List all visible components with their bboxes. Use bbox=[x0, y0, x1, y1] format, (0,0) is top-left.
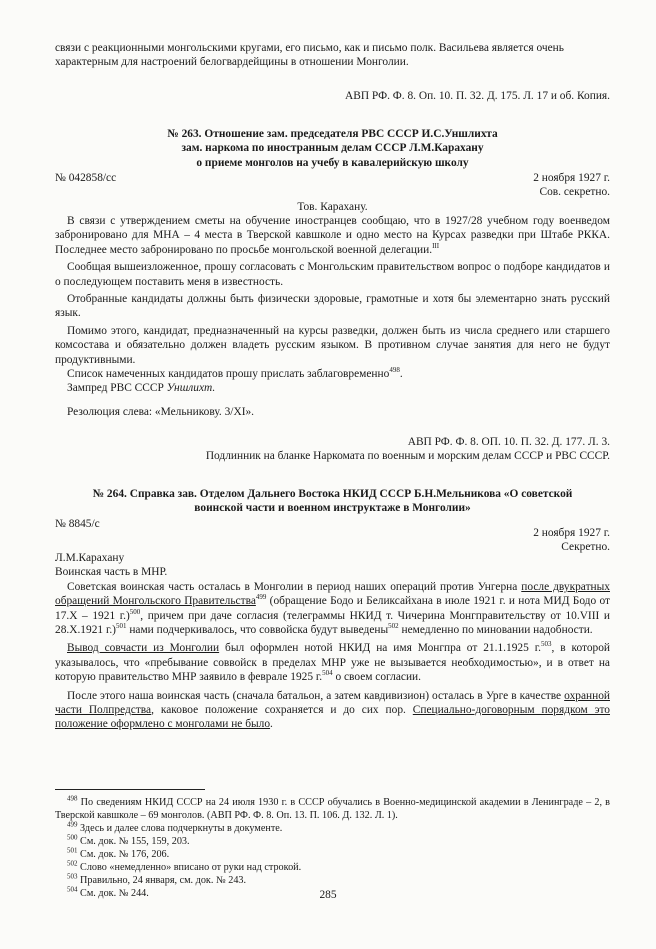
footnote-ref: III bbox=[432, 242, 440, 251]
underlined-text: после двукратных обращений Монгольского Правительства bbox=[55, 580, 610, 608]
footnote-499: $^{499}$ Здесь и далее слова подчеркнуты в документе. bbox=[67, 820, 283, 834]
footnotes bbox=[55, 796, 610, 900]
doc263-paragraph-3: Отобранные кандидаты должны быть физически здоровые, грамотные и хотя бы элементарно знать русский язык. bbox=[55, 293, 610, 320]
doc263-number: № 042858/сс bbox=[55, 172, 117, 184]
page-number: 285 bbox=[319, 889, 337, 901]
footnote-ref: 501 bbox=[115, 622, 127, 631]
footnote-501: $^{501}$ См. док. № 176, 206. bbox=[67, 846, 170, 860]
doc264-secrecy: Секретно. bbox=[561, 541, 610, 553]
doc263-body bbox=[55, 214, 610, 396]
footnote-ref: 503 bbox=[540, 640, 552, 649]
footnote-502: $^{502}$ Слово «немедленно» вписано от руки над строкой. bbox=[67, 859, 302, 873]
doc263-source bbox=[55, 435, 610, 464]
footnote-ref: 504 bbox=[322, 669, 333, 678]
doc263-paragraph-4: Помимо этого, кандидат, предназначенный на курсы разведки, должен быть из числа среднего или старшего комсостава и обязательно должен владеть русским языком. В противном случае занятия для него не будут продуктивными. bbox=[55, 324, 610, 366]
doc263-date: 2 ноября 1927 г. bbox=[533, 172, 610, 184]
doc264-paragraph-3: После этого наша воинская часть (сначала батальон, а затем кавдивизион) осталась в Урге в качестве охранной части Полпредства, каковое положение сохраняется и до сих пор. Специально-договорным порядком это положение оформлено с монголами не было. bbox=[55, 689, 610, 731]
intro-source: АВП РФ. Ф. 8. Оп. 10. П. 32. Д. 175. Л. 17 и об. Копия. bbox=[345, 90, 610, 102]
doc263-paragraph-2: Сообщая вышеизложенное, прошу согласовать с Монгольским правительством вопрос о подборе кандидатов и о последующем поставить меня в известность. bbox=[55, 261, 610, 288]
doc263-paragraph-5: Список намеченных кандидатов прошу прислать заблаговременно$^{498}$. bbox=[67, 366, 403, 381]
footnote-503: $^{503}$ Правильно, 24 января, см. док. № 243. bbox=[67, 872, 247, 886]
doc263-title-line-1: № 263. Отношение зам. председателя РВС СССР И.С.Уншлихта bbox=[167, 128, 498, 140]
footnote-500: $^{500}$ См. док. № 155, 159, 203. bbox=[67, 833, 190, 847]
doc264-title-line-1: № 264. Справка зав. Отделом Дальнего Востока НКИД СССР Б.Н.Мельникова «О советской bbox=[92, 488, 573, 500]
intro-line-2: характерным для настроений белогвардейщины в отношении Монголии. bbox=[55, 56, 409, 69]
doc263-signature: Зампред РВС СССР Уншлихт. bbox=[67, 382, 216, 395]
intro-paragraph bbox=[55, 41, 610, 70]
footnote-ref: 498 bbox=[389, 366, 400, 375]
doc263-source-line-1: АВП РФ. Ф. 8. ОП. 10. П. 32. Д. 177. Л. 3. bbox=[407, 436, 610, 448]
footnote-ref: 500 bbox=[129, 607, 141, 616]
footnote-ref: 499 bbox=[255, 593, 267, 602]
doc264-addressee: Л.М.Карахану bbox=[55, 552, 125, 564]
footnote-separator bbox=[55, 789, 205, 790]
doc263-title bbox=[55, 127, 610, 170]
doc264-date: 2 ноября 1927 г. bbox=[533, 527, 610, 539]
doc264-paragraph-1: Советская воинская часть осталась в Монголии в период наших операций против Унгерна после двукратных обращений Монгольского Правительства$^{499}$ (обращение Бодо и Беликсайхана в июле 1921 г. и нота МИД Бодо от 17.X – 1921 г.)$^{500}$, причем при даче согласия (телеграммы НКИД т. Чичерина Монгправительству от 10.VIII и 28.X.1921 г.)$^{501}$ нами подчеркивалось, что соввойска будут выведены$^{502}$ немедленно по миновании надобности. bbox=[55, 580, 610, 637]
doc263-paragraph-1: В связи с утверждением сметы на обучение иностранцев сообщаю, что в 1927/28 учебном году военведом забронировано для МНА – 4 места в Тверской кавшколе и одно место на Курсах разведки при Штабе РККА. Последнее место забронировано по просьбе монгольской военной делегации.$^{III}$ bbox=[55, 215, 610, 256]
intro-line-1: связи с реакционными монгольскими кругами, его письмо, как и письмо полк. Васильева является очень bbox=[55, 42, 564, 54]
underlined-text: Вывод совчасти из Монголии bbox=[67, 642, 220, 655]
doc263-title-line-2: зам. наркома по иностранным делам СССР Л.М.Карахану bbox=[181, 142, 484, 155]
doc263-addressee: Тов. Карахану. bbox=[297, 201, 368, 213]
doc264-title-line-2: воинской части и военном инструктаже в Монголии» bbox=[194, 502, 471, 515]
footnote-ref: 502 bbox=[388, 622, 399, 631]
doc264-subject: Воинская часть в МНР. bbox=[55, 566, 168, 579]
footnote-498: $^{498}$ По сведениям НКИД СССР на 24 июля 1930 г. в СССР обучались в Военно-медицинской академии в Ленинграде – 2, в Тверской кавшколе – 69 монголов. (АВП РФ. Ф. 8. Оп. 13. П. 106. Д. 132. Л. 1). bbox=[55, 794, 610, 821]
doc263-title-line-3: о приеме монголов на учебу в кавалерийскую школу bbox=[196, 156, 469, 169]
underlined-text: охранной части Полпредства bbox=[55, 689, 610, 717]
underlined-text: Специально-договорным порядком это положение оформлено с монголами не было bbox=[55, 704, 610, 731]
doc263-resolution: Резолюция слева: «Мельникову. 3/XI». bbox=[67, 406, 255, 418]
doc264-number: № 8845/с bbox=[55, 518, 100, 530]
doc264-body bbox=[55, 551, 610, 732]
footnote-504: $^{504}$ См. док. № 244. bbox=[67, 885, 149, 899]
doc263-source-line-2: Подлинник на бланке Наркомата по военным и морским делам СССР и РВС СССР. bbox=[205, 450, 610, 463]
doc263-secrecy: Сов. секретно. bbox=[539, 186, 610, 198]
signer-name: Уншлихт. bbox=[166, 382, 216, 395]
doc264-title bbox=[55, 487, 610, 516]
doc263-meta-row bbox=[55, 171, 610, 185]
doc264-paragraph-2: Вывод совчасти из Монголии был оформлен нотой НКИД на имя Монгпра от 21.1.1925 г.$^{503}$, в которой указывалось, что «пребывание соввойск в пределах МНР уже не вызывается необходимостью», и в ответ на которую правительство МНР заявило в феврале 1925 г.$^{504}$ о своем согласии. bbox=[55, 640, 611, 684]
